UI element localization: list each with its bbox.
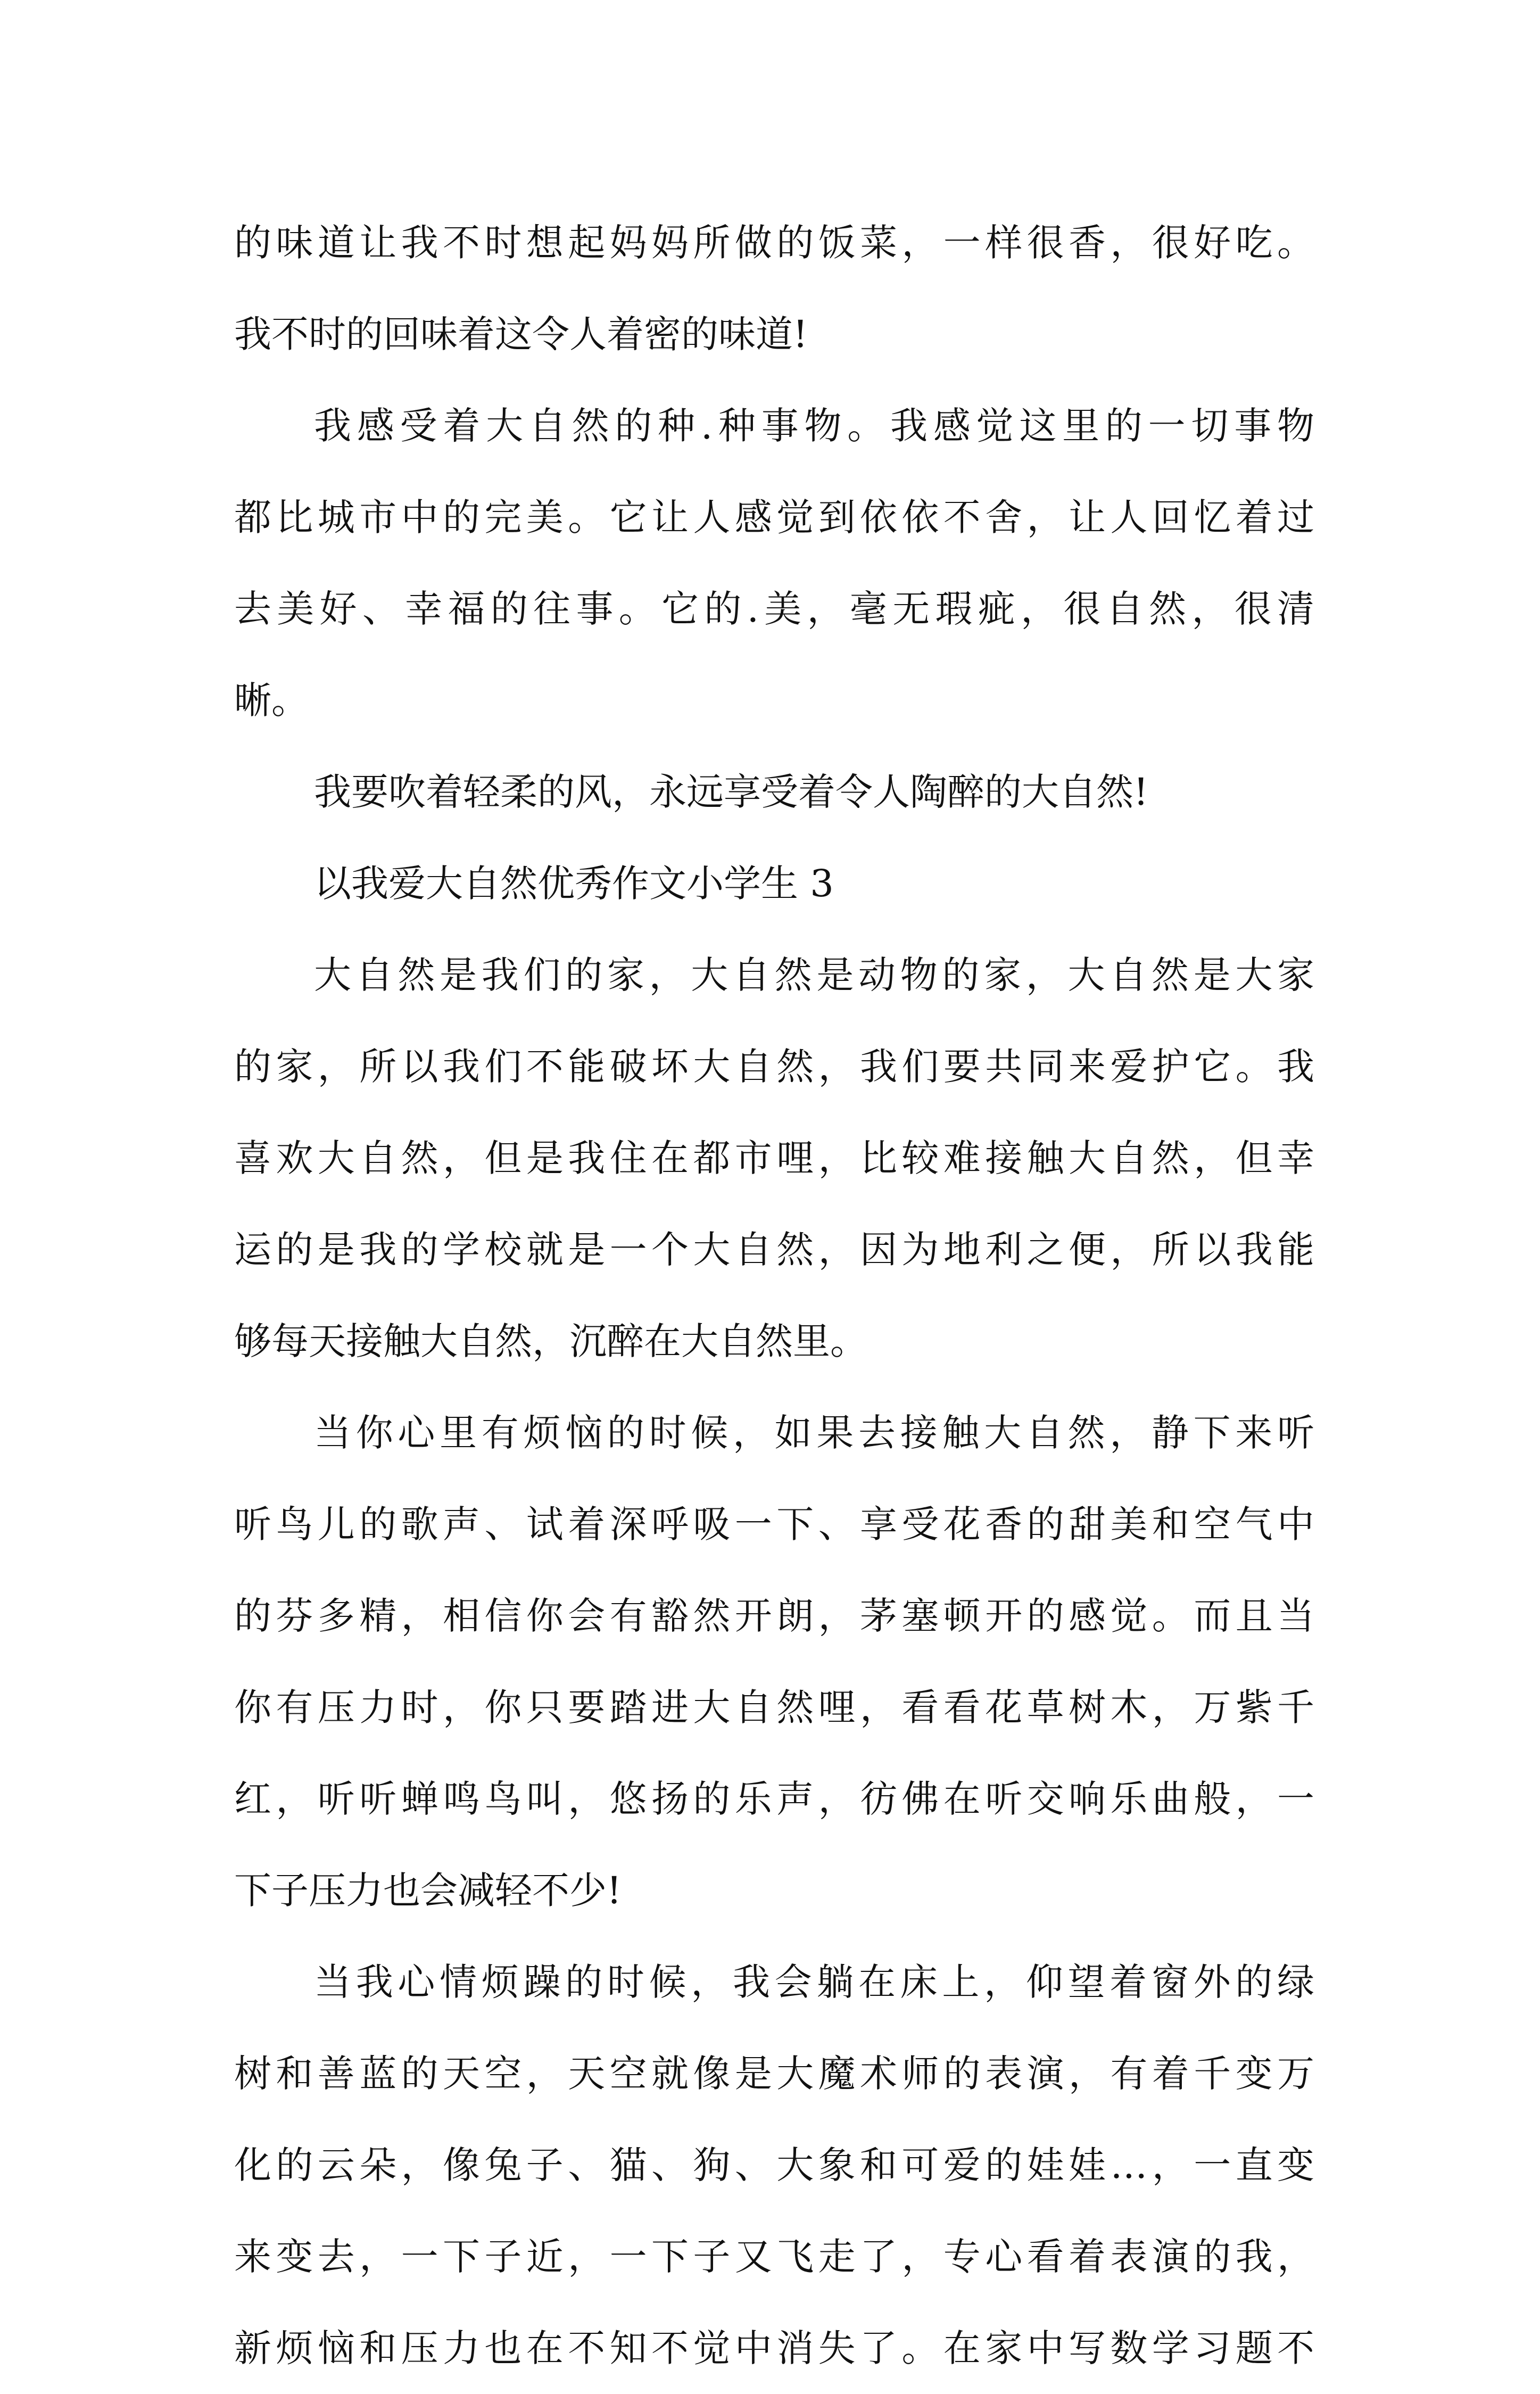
paragraph-start-line: 大自然是我们的家，大自然是动物的家，大自然是大家 bbox=[314, 953, 1314, 997]
paragraph-start-line: 当你心里有烦恼的时候，如果去接触大自然，静下来听 bbox=[314, 1411, 1314, 1455]
text-line: 的家，所以我们不能破坏大自然，我们要共同来爱护它。我 bbox=[234, 1045, 1314, 1088]
text-line: 够每天接触大自然，沉醉在大自然里。 bbox=[234, 1319, 867, 1363]
paragraph-start-line: 我要吹着轻柔的风，永远享受着令人陶醉的大自然! bbox=[314, 770, 1149, 814]
text-line: 的味道让我不时想起妈妈所做的饭菜，一样很香，很好吃。 bbox=[234, 221, 1314, 265]
text-line: 新烦恼和压力也在不知不觉中消失了。在家中写数学习题不 bbox=[234, 2326, 1314, 2370]
text-line: 红，听听蝉鸣鸟叫，悠扬的乐声，彷佛在听交响乐曲般，一 bbox=[234, 1777, 1314, 1821]
text-line: 听鸟儿的歌声、试着深呼吸一下、享受花香的甜美和空气中 bbox=[234, 1503, 1314, 1546]
text-line: 都比城市中的完美。它让人感觉到依依不舍，让人回忆着过 bbox=[234, 496, 1314, 539]
text-line: 去美好、幸福的往事。它的.美，毫无瑕疵，很自然，很清 bbox=[234, 587, 1314, 631]
text-line: 下子压力也会减轻不少! bbox=[234, 1869, 622, 1912]
text-line: 的芬多精，相信你会有豁然开朗，茅塞顿开的感觉。而且当 bbox=[234, 1594, 1314, 1638]
essay-body bbox=[234, 197, 1314, 2394]
text-line: 晰。 bbox=[234, 679, 309, 722]
paragraph-start-line: 我感受着大自然的种.种事物。我感觉这里的一切事物 bbox=[314, 404, 1314, 448]
section-heading: 以我爱大自然优秀作文小学生 3 bbox=[314, 862, 834, 905]
text-line: 化的云朵，像兔子、猫、狗、大象和可爱的娃娃…，一直变 bbox=[234, 2143, 1314, 2187]
text-line: 喜欢大自然，但是我住在都市哩，比较难接触大自然，但幸 bbox=[234, 1136, 1314, 1180]
text-line: 运的是我的学校就是一个大自然，因为地利之便，所以我能 bbox=[234, 1228, 1314, 1272]
text-line: 树和善蓝的天空，天空就像是大魔术师的表演，有着千变万 bbox=[234, 2052, 1314, 2095]
text-line: 来变去，一下子近，一下子又飞走了，专心看着表演的我， bbox=[234, 2235, 1314, 2279]
paragraph-start-line: 当我心情烦躁的时候，我会躺在床上，仰望着窗外的绿 bbox=[314, 1960, 1314, 2004]
text-line: 你有压力时，你只要踏进大自然哩，看看花草树木，万紫千 bbox=[234, 1686, 1314, 1729]
text-line: 我不时的回味着这令人着密的味道! bbox=[234, 312, 808, 356]
